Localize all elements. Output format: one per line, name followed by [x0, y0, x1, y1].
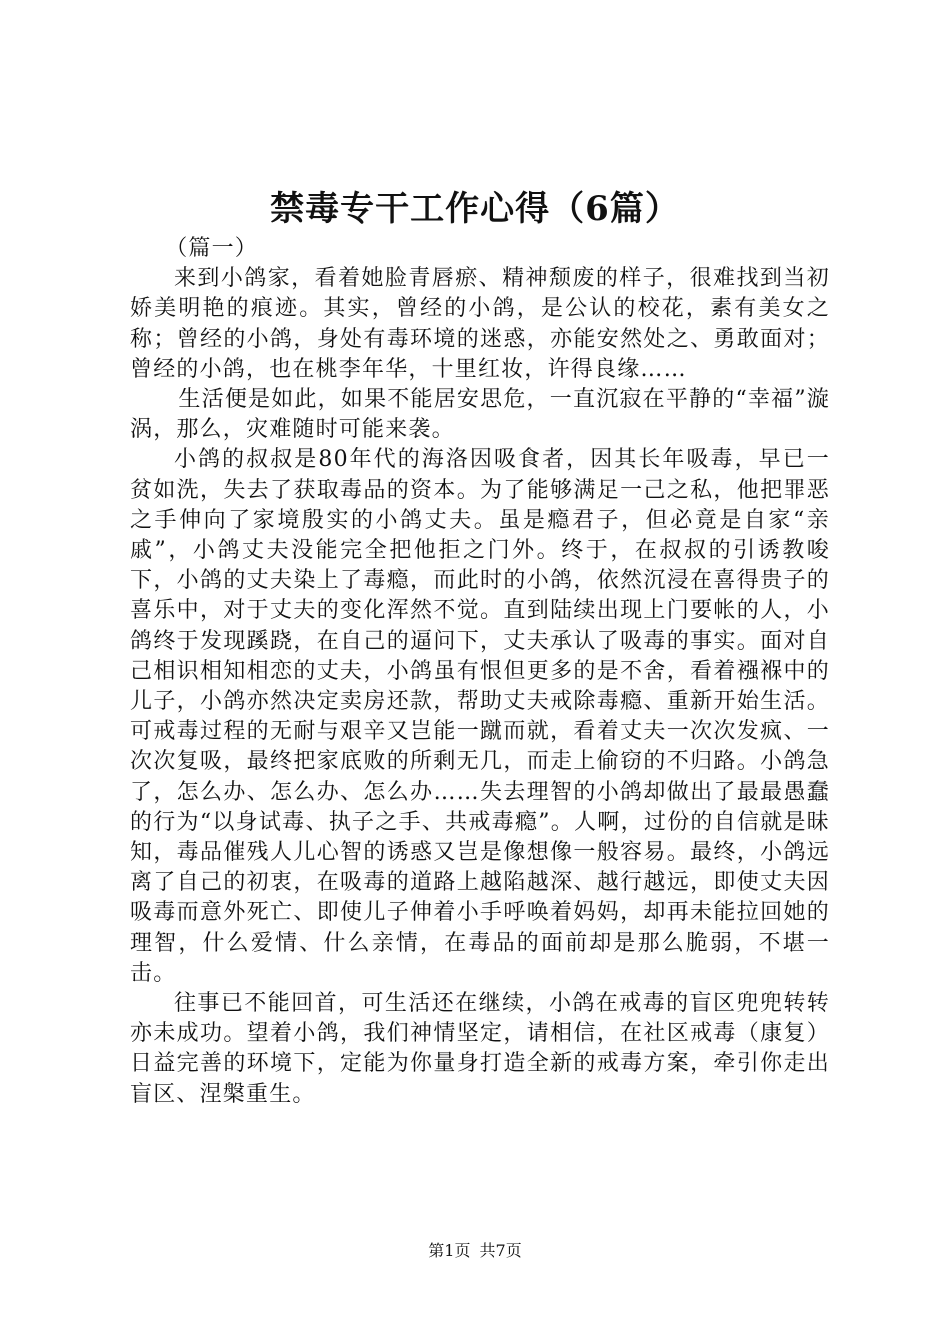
page-footer: 第1页 共7页 [428, 1241, 522, 1260]
document-body [130, 234, 830, 1110]
section-label: （篇一） [165, 236, 258, 261]
paragraph-4: 往事已不能回首，可生活还在继续，小鸽在戒毒的盲区兜兜转转亦未成功。望着小鸽，我们神情坚定，请相信，在社区戒毒（康复）日益完善的环境下，定能为你量身打造全新的戒毒方案，牵引你走出盲区、涅槃重生。 [130, 991, 830, 1107]
paragraph-3: 小鸽的叔叔是80年代的海洛因吸食者，因其长年吸毒，早已一贫如洗，失去了获取毒品的资本。为了能够满足一己之私，他把罪恶之手伸向了家境殷实的小鸽丈夫。虽是瘾君子，但必竟是自家“亲戚”，小鸽丈夫没能完全把他拒之门外。终于，在叔叔的引诱教唆下，小鸽的丈夫染上了毒瘾，而此时的小鸽，依然沉浸在喜得贵子的喜乐中，对于丈夫的变化浑然不觉。直到陆续出现上门要帐的人，小鸽终于发现蹊跷，在自己的逼问下，丈夫承认了吸毒的事实。面对自己相识相知相恋的丈夫，小鸽虽有恨但更多的是不舍，看着襁褓中的儿子，小鸽亦然决定卖房还款，帮助丈夫戒除毒瘾、重新开始生活。可戒毒过程的无耐与艰辛又岂能一蹴而就，看着丈夫一次次发疯、一次次复吸，最终把家底败的所剩无几，而走上偷窃的不归路。小鸽急了，怎么办、怎么办、怎么办……失去理智的小鸽却做出了最最愚蠢的行为“以身试毒、执子之手、共戒毒瘾”。人啊，过份的自信就是昧知，毒品催残人儿心智的诱惑又岂是像想像一般容易。最终，小鸽远离了自己的初衷，在吸毒的道路上越陷越深、越行越远，即使丈夫因吸毒而意外死亡、即使儿子伸着小手呼唤着妈妈，却再未能拉回她的理智，什么爱情、什么亲情，在毒品的面前却是那么脆弱，不堪一击。 [130, 447, 830, 986]
paragraph-2: 生活便是如此，如果不能居安思危，一直沉寂在平静的“幸福”漩涡，那么，灾难随时可能来袭。 [130, 387, 830, 443]
document-title: 禁毒专干工作心得（6篇） [270, 189, 680, 229]
paragraph-1: 来到小鸽家，看着她脸青唇瘀、精神颓废的样子，很难找到当初娇美明艳的痕迹。其实，曾经的小鸽，是公认的校花，素有美女之称；曾经的小鸽，身处有毒环境的迷惑，亦能安然处之、勇敢面对；曾经的小鸽，也在桃李年华，十里红妆，许得良缘…… [130, 266, 830, 382]
